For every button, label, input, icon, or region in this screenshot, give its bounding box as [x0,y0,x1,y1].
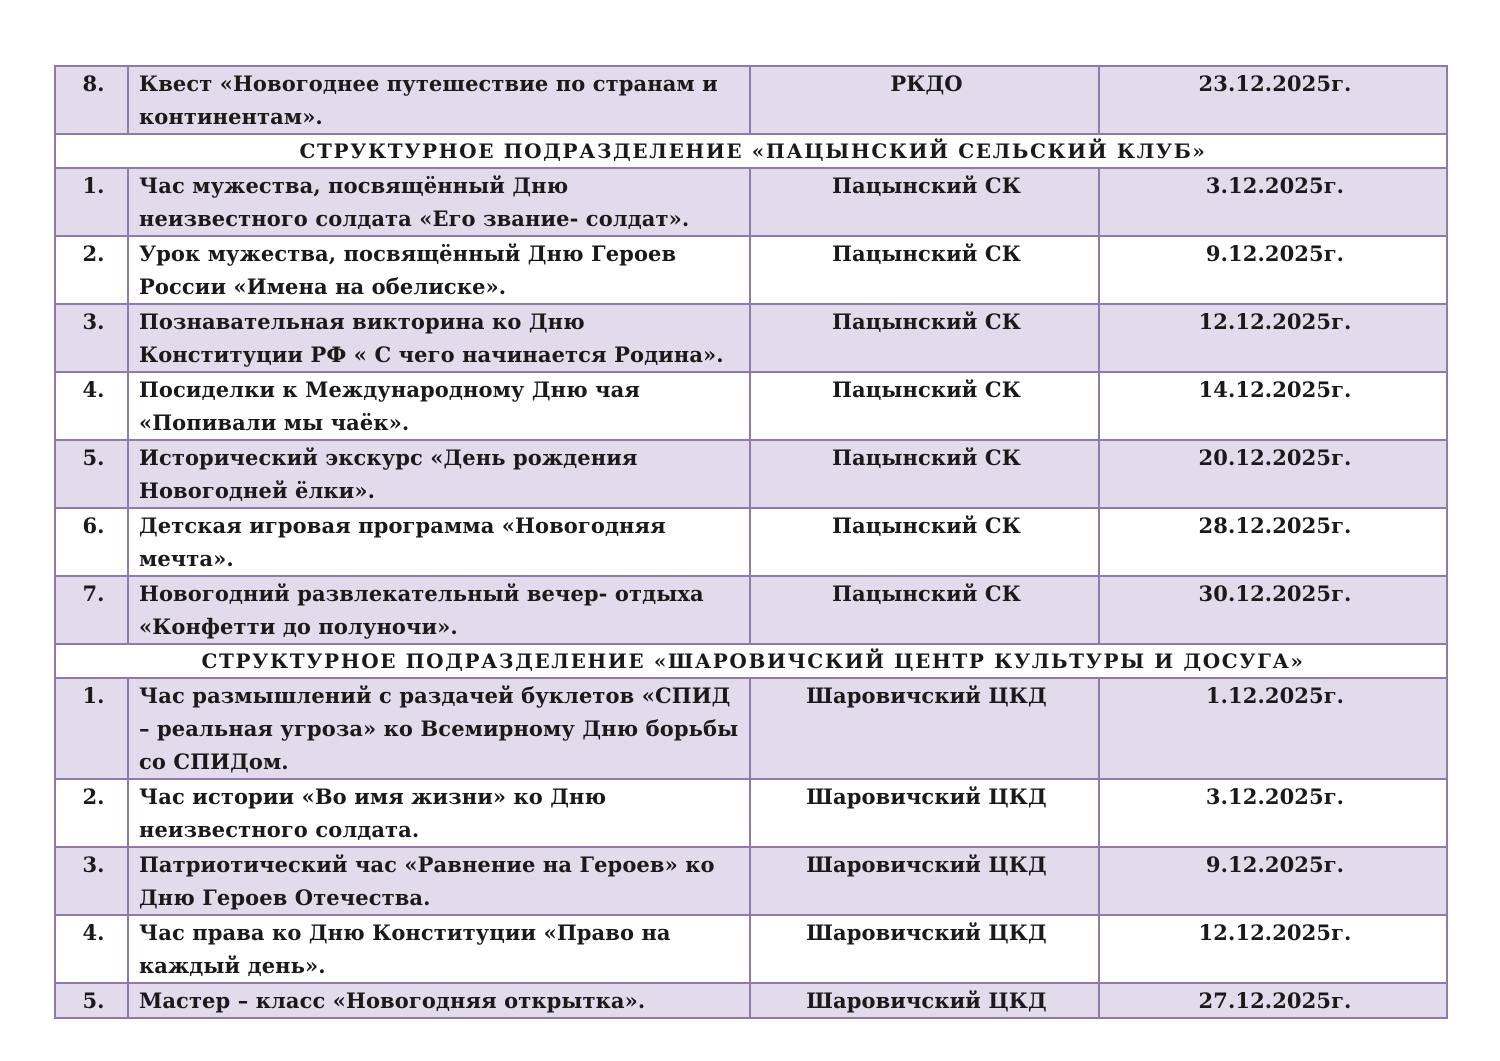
row-number: 5. [55,983,128,1018]
row-number: 2. [55,236,128,304]
event-name: Новогодний развлекательный вечер- отдыха «Конфетти до полуночи». [128,576,750,644]
event-date: 20.12.2025г. [1099,440,1447,508]
event-venue: РКДО [750,66,1099,134]
table-row [55,983,1447,1018]
event-name: Патриотический час «Равнение на Героев» ко Дню Героев Отечества. [128,847,750,915]
row-number: 3. [55,304,128,372]
table-row [55,304,1447,372]
row-number: 4. [55,372,128,440]
event-name: Исторический экскурс «День рождения Новогодней ёлки». [128,440,750,508]
row-number: 1. [55,678,128,779]
section-title: СТРУКТУРНОЕ ПОДРАЗДЕЛЕНИЕ «ПАЦЫНСКИЙ СЕЛЬСКИЙ КЛУБ» [55,134,1447,168]
table-row [55,168,1447,236]
event-venue: Пацынский СК [750,304,1099,372]
row-number: 6. [55,508,128,576]
event-date: 9.12.2025г. [1099,847,1447,915]
event-plan-page [54,65,1446,1019]
event-venue: Пацынский СК [750,236,1099,304]
event-venue: Пацынский СК [750,372,1099,440]
table-row [55,678,1447,779]
table-row [55,576,1447,644]
event-name: Мастер – класс «Новогодняя открытка». [128,983,750,1018]
table-row [55,915,1447,983]
event-name: Урок мужества, посвящённый Дню Героев России «Имена на обелиске». [128,236,750,304]
event-date: 1.12.2025г. [1099,678,1447,779]
event-date: 3.12.2025г. [1099,779,1447,847]
table-row [55,508,1447,576]
row-number: 1. [55,168,128,236]
event-plan-table [54,65,1448,1019]
event-venue: Шаровичский ЦКД [750,678,1099,779]
event-venue: Пацынский СК [750,168,1099,236]
event-date: 9.12.2025г. [1099,236,1447,304]
event-name: Час размышлений с раздачей буклетов «СПИД – реальная угроза» ко Всемирному Дню борьбы со СПИДом. [128,678,750,779]
section-title: СТРУКТУРНОЕ ПОДРАЗДЕЛЕНИЕ «ШАРОВИЧСКИЙ ЦЕНТР КУЛЬТУРЫ И ДОСУГА» [55,644,1447,678]
event-venue: Шаровичский ЦКД [750,915,1099,983]
event-name: Посиделки к Международному Дню чая «Попивали мы чаёк». [128,372,750,440]
event-date: 3.12.2025г. [1099,168,1447,236]
row-number: 8. [55,66,128,134]
row-number: 2. [55,779,128,847]
section-header-row [55,134,1447,168]
table-row [55,847,1447,915]
table-row [55,372,1447,440]
row-number: 4. [55,915,128,983]
event-date: 14.12.2025г. [1099,372,1447,440]
event-date: 27.12.2025г. [1099,983,1447,1018]
row-number: 7. [55,576,128,644]
event-name: Час права ко Дню Конституции «Право на каждый день». [128,915,750,983]
event-date: 30.12.2025г. [1099,576,1447,644]
table-row [55,779,1447,847]
event-date: 12.12.2025г. [1099,304,1447,372]
table-row [55,236,1447,304]
row-number: 3. [55,847,128,915]
event-name: Познавательная викторина ко Дню Конституции РФ « С чего начинается Родина». [128,304,750,372]
event-date: 12.12.2025г. [1099,915,1447,983]
event-name: Час мужества, посвящённый Дню неизвестного солдата «Его звание- солдат». [128,168,750,236]
event-name: Квест «Новогоднее путешествие по странам и континентам». [128,66,750,134]
event-venue: Пацынский СК [750,508,1099,576]
event-venue: Шаровичский ЦКД [750,779,1099,847]
event-venue: Шаровичский ЦКД [750,847,1099,915]
event-venue: Шаровичский ЦКД [750,983,1099,1018]
event-date: 28.12.2025г. [1099,508,1447,576]
event-date: 23.12.2025г. [1099,66,1447,134]
event-name: Детская игровая программа «Новогодняя мечта». [128,508,750,576]
table-row [55,440,1447,508]
event-venue: Пацынский СК [750,576,1099,644]
event-name: Час истории «Во имя жизни» ко Дню неизвестного солдата. [128,779,750,847]
event-venue: Пацынский СК [750,440,1099,508]
event-plan-table-body [55,66,1447,1018]
section-header-row [55,644,1447,678]
row-number: 5. [55,440,128,508]
table-row [55,66,1447,134]
